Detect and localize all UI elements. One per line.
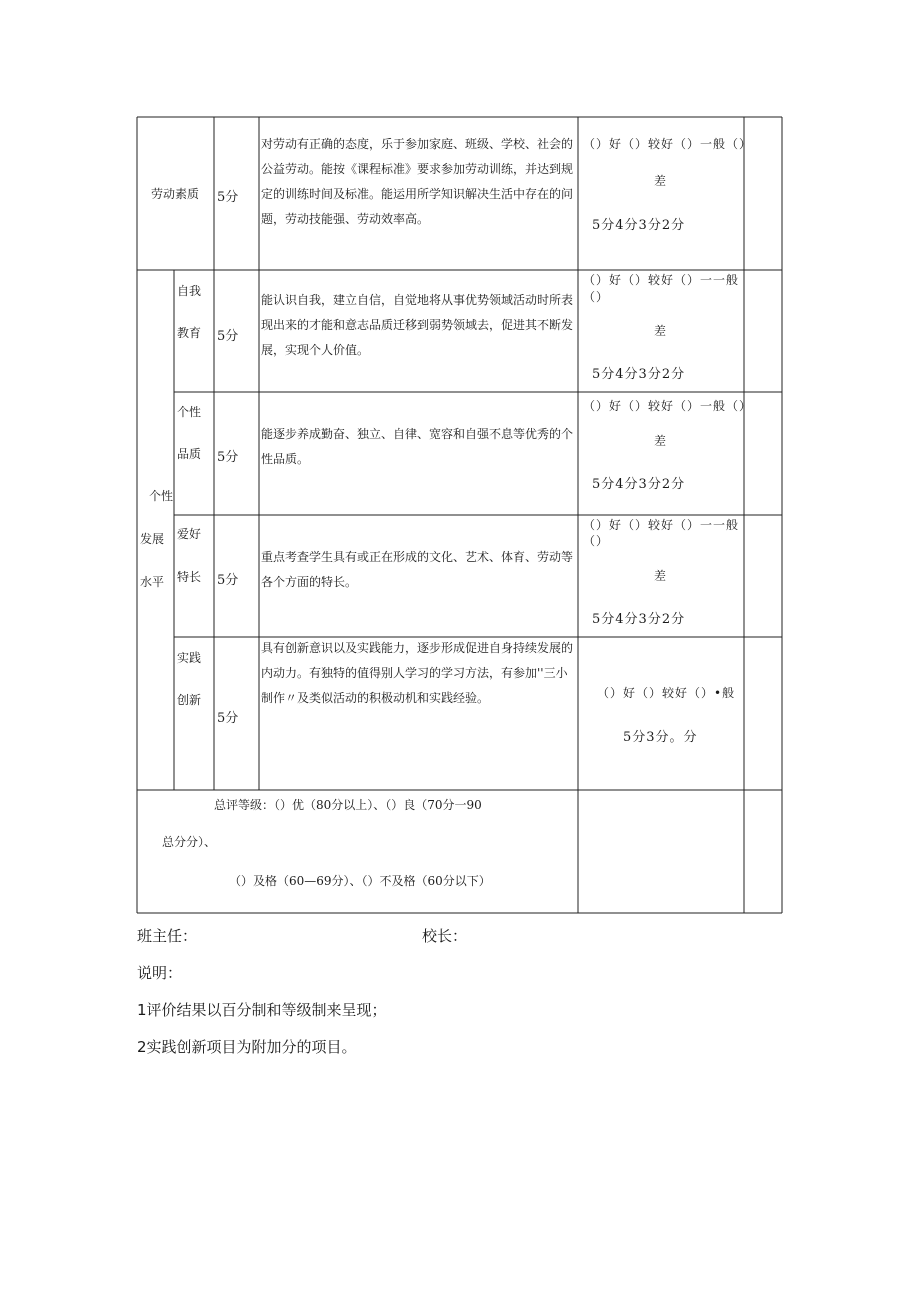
- row-options-self: （）好（）较好（）一一般: [583, 273, 740, 287]
- group-label-line2: 发展: [140, 532, 165, 546]
- row-label-character-line2: 品质: [177, 447, 202, 461]
- group-label-line1: 个性: [149, 489, 174, 503]
- summary-line3: （）及格（60—69分）、（）不及格（60分以下）: [229, 874, 491, 888]
- row-options-tail-character: 差: [654, 434, 668, 448]
- row-label-labor: 劳动素质: [151, 187, 200, 201]
- row-options-practice: （）好（）较好（）•般: [597, 686, 736, 700]
- row-description-character: 能逐步养成勤奋、独立、自律、宽容和自强不息等优秀的个性品质。: [261, 427, 574, 466]
- row-options-hobby-line2: （）: [583, 534, 610, 548]
- summary-line1: 总评等级：（）优（80分以上）、（）良（70分一90: [214, 798, 482, 812]
- row-points-practice: 5分3分。分: [623, 730, 698, 745]
- row-score-character: 5分: [217, 450, 239, 465]
- row-points-labor: 5分4分3分2分: [592, 218, 686, 233]
- row-options-self-line2: （）: [583, 290, 610, 304]
- group-label-line3: 水平: [140, 575, 165, 589]
- row-score-practice: 5分: [217, 711, 239, 726]
- row-label-self-line2: 教育: [177, 326, 202, 340]
- principal-signature-label: 校长：: [422, 927, 468, 945]
- note-item-2: 2实践创新项目为附加分的项目。: [137, 1038, 357, 1056]
- row-description-self: 能认识自我，建立自信，自觉地将从事优势领域活动时所表现出来的才能和意志品质迁移到弱势领域去，促进其不断发展，实现个人价值。: [261, 293, 574, 357]
- row-points-hobby: 5分4分3分2分: [592, 612, 686, 627]
- row-options-tail-self: 差: [654, 324, 668, 338]
- row-points-character: 5分4分3分2分: [592, 477, 686, 492]
- summary-line2: 总分分）、: [162, 835, 217, 849]
- teacher-signature-label: 班主任：: [137, 927, 198, 945]
- row-description-practice: 具有创新意识以及实践能力，逐步形成促进自身持续发展的内动力。有独特的值得别人学习的学习方法，有参加''三小制作〃及类似活动的积极动机和实践经验。: [261, 641, 574, 705]
- row-description-hobby: 重点考查学生具有或正在形成的文化、艺术、体育、劳动等各个方面的特长。: [261, 550, 574, 589]
- row-label-hobby-line1: 爱好: [177, 527, 202, 541]
- row-label-character-line1: 个性: [177, 405, 202, 419]
- row-label-self-line1: 自我: [177, 284, 202, 298]
- row-score-hobby: 5分: [217, 573, 239, 588]
- row-label-practice-line2: 创新: [177, 693, 202, 707]
- row-options-tail-labor: 差: [654, 174, 668, 188]
- row-options-hobby: （）好（）较好（）一一般: [583, 518, 740, 532]
- notes-heading: 说明：: [137, 964, 183, 982]
- row-label-hobby-line2: 特长: [177, 570, 202, 584]
- row-options-labor: （）好（）较好（）一般（）: [583, 137, 753, 151]
- row-score-self: 5分: [217, 329, 239, 344]
- note-item-1: 1评价结果以百分制和等级制来呈现；: [137, 1001, 387, 1019]
- row-points-self: 5分4分3分2分: [592, 367, 686, 382]
- row-label-practice-line1: 实践: [177, 651, 202, 665]
- row-score-labor: 5分: [217, 190, 239, 205]
- row-description-labor: 对劳动有正确的态度，乐于参加家庭、班级、学校、社会的公益劳动。能按《课程标准》要求参加劳动训练，并达到规定的训练时间及标准。能运用所学知识解决生活中存在的问题，劳动技能强、劳动效率高。: [261, 137, 574, 226]
- row-options-tail-hobby: 差: [654, 569, 668, 583]
- row-options-character: （）好（）较好（）一般（）: [583, 399, 753, 413]
